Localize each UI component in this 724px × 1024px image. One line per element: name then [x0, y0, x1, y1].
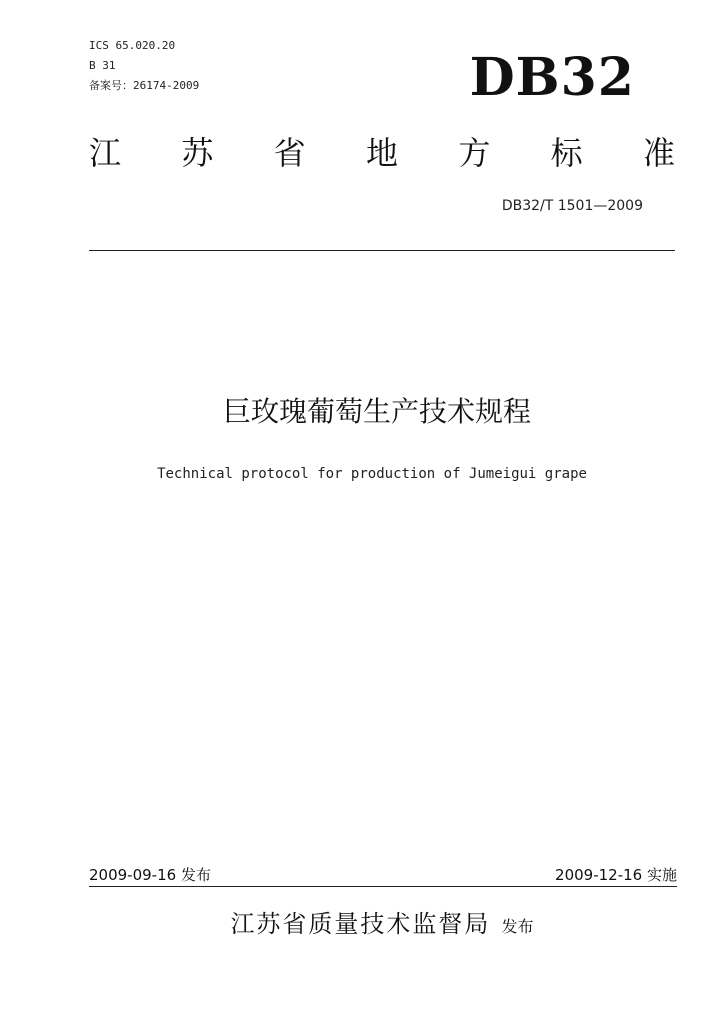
- standard-type-char: 江: [89, 134, 122, 172]
- standard-code-logo: DB32: [469, 47, 635, 108]
- document-title-en: Technical protocol for production of Jumeigui grape: [157, 466, 587, 482]
- implementation-date: 2009-12-16 实施: [555, 866, 677, 884]
- standard-type-char: 省: [273, 134, 306, 172]
- standard-type-char: 准: [642, 134, 675, 172]
- header-divider: [89, 250, 675, 251]
- issuer-suffix: 发布: [501, 917, 534, 936]
- standard-type-char: 地: [365, 134, 398, 172]
- issuer-name: 江苏省质量技术监督局: [230, 910, 491, 938]
- document-title-zh: 巨玫瑰葡萄生产技术规程: [222, 395, 531, 428]
- ccs-code: B 31: [89, 59, 116, 72]
- issuer-line: [0, 904, 724, 939]
- standard-type-heading: [89, 126, 675, 176]
- standard-type-char: 苏: [181, 134, 214, 172]
- classification-block: [89, 36, 199, 96]
- record-number: 备案号：26174-2009: [89, 79, 200, 92]
- standard-type-char: 方: [458, 134, 491, 172]
- issue-date: 2009-09-16 发布: [89, 866, 211, 884]
- standard-number: DB32/T 1501—2009: [501, 198, 643, 214]
- ics-code: ICS 65.020.20: [89, 39, 176, 52]
- standard-type-char: 标: [550, 134, 583, 172]
- footer-divider: [89, 886, 677, 887]
